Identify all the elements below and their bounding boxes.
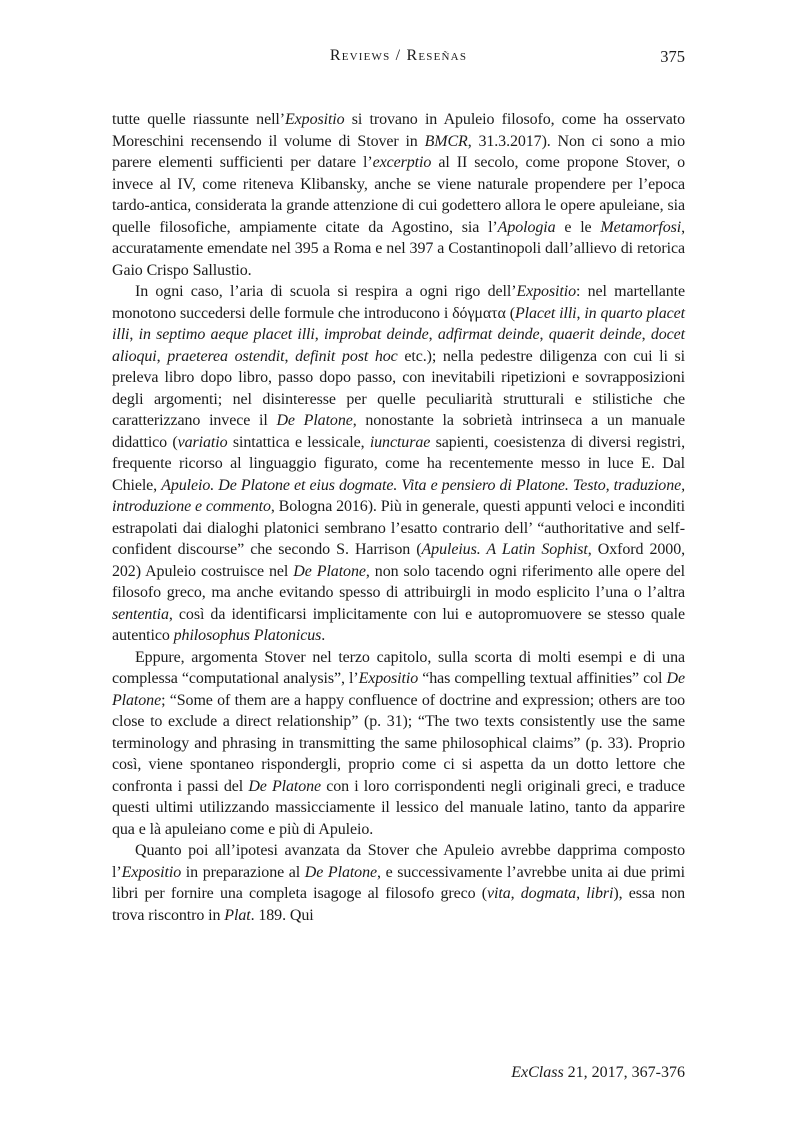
italic-text-segment: Expositio bbox=[285, 111, 345, 128]
text-segment: , bbox=[576, 304, 585, 322]
italic-text-segment: iuncturae bbox=[369, 433, 431, 451]
text-segment: , 31.3.2017). Non ci sono a mio parere elementi sufficienti per datare l’ bbox=[112, 132, 685, 171]
page-header bbox=[112, 47, 685, 69]
italic-text-segment: Expositio bbox=[358, 670, 419, 687]
page-number: 375 bbox=[660, 47, 685, 66]
text-segment: tutte quelle riassunte nell’ bbox=[112, 111, 285, 128]
page-footer bbox=[112, 1064, 685, 1082]
text-segment: , bbox=[284, 347, 296, 365]
italic-text-segment: De Platone bbox=[293, 562, 366, 580]
text-segment: sapienti, coesistenza di diversi registri, frequente ricorso al linguaggio figurato, come ha recentemente messo in luce E. Dal Chiele, bbox=[112, 433, 686, 494]
italic-text-segment: excerptio bbox=[372, 154, 432, 171]
text-segment: , bbox=[314, 326, 324, 343]
italic-text-segment: Apologia bbox=[497, 218, 556, 236]
italic-text-segment: docet alioqui bbox=[112, 326, 685, 365]
text-segment: , nonostante la sobrietà intrinseca a un manuale didattico ( bbox=[112, 412, 685, 451]
italic-text-segment: Apuleio. De Platone et eius dogmate. Vita e pensiero di Platone. Testo, traduzione, introduzione e commento bbox=[112, 476, 685, 515]
italic-text-segment: adfirmat deinde bbox=[437, 326, 540, 343]
text-segment: , Oxford 2000, 202) Apuleio costruisce nel bbox=[112, 541, 685, 580]
footer-citation: 21, 2017, 367-376 bbox=[563, 1064, 685, 1081]
italic-text-segment: definit post hoc bbox=[295, 347, 398, 365]
italic-text-segment: in quarto placet illi bbox=[112, 304, 685, 343]
text-segment: , e successivamente l’avrebbe unita ai due primi libri per fornire una completa isagoge al filosofo greco ( bbox=[112, 863, 685, 902]
text-segment: : nel martellante monotono succedersi delle formule che introducono i δόγματα ( bbox=[112, 283, 686, 322]
text-segment: . bbox=[321, 627, 326, 644]
paragraph-4 bbox=[112, 840, 685, 926]
italic-text-segment: De Platone bbox=[112, 670, 685, 709]
text-segment: in preparazione al bbox=[181, 863, 305, 881]
italic-text-segment: BMCR bbox=[424, 132, 468, 150]
text-segment: , bbox=[510, 885, 521, 902]
text-segment: , bbox=[539, 326, 549, 343]
journal-name: ExClass bbox=[511, 1064, 564, 1081]
text-segment: ), essa non trova riscontro in bbox=[112, 885, 685, 924]
text-segment: . 189. Qui bbox=[250, 906, 314, 924]
text-segment: con i loro corrispondenti negli originali greci, e traduce questi ultimi utilizzando massicciamente il lessico del manuale latino, tanto da apparire qua e là apuleiano come e più di Apuleio. bbox=[112, 777, 685, 838]
text-segment: etc.); nella pedestre diligenza con cui li si preleva libro dopo libro, passo dopo passo, con inevitabili ripetizioni e sovrapposizioni degli argomenti; nel disinteresse per quelle peculiarità strutturali e stilistiche che caratterizzano invece il bbox=[112, 347, 685, 429]
text-segment: si trovano in Apuleio filosofo, come ha osservato Moreschini recensendo il volume di Stover in bbox=[112, 111, 685, 150]
text-segment: , bbox=[156, 347, 168, 365]
italic-text-segment: De Platone bbox=[248, 777, 322, 795]
text-segment: , bbox=[576, 885, 587, 902]
italic-text-segment: Metamorfosi bbox=[600, 218, 682, 236]
italic-text-segment: philosophus Platonicus bbox=[173, 627, 322, 644]
italic-text-segment: De Platone bbox=[276, 412, 353, 429]
italic-text-segment: Expositio bbox=[516, 283, 576, 300]
italic-text-segment: vita bbox=[487, 885, 511, 902]
italic-text-segment: quaerit deinde bbox=[548, 326, 642, 343]
text-segment: ; “Some of them are a happy confluence of doctrine and expression; others are too close to exclude a direct relationship” (p. 31); “The two texts consistently use the same terminology and phrasing in transmitting the same philosophical claims” (p. 33). Proprio così, viene spontaneo rispondergli, proprio come ci si aspetta da un dotto lettore che confronta i passi del bbox=[112, 691, 685, 795]
paragraph-1 bbox=[112, 109, 685, 281]
text-segment: , bbox=[428, 326, 438, 343]
italic-text-segment: variatio bbox=[177, 433, 228, 451]
running-head: Reviews / Reseñas bbox=[329, 47, 468, 64]
text-segment: , bbox=[129, 326, 139, 343]
text-segment: , non solo tacendo ogni riferimento alle opere del filosofo greco, ma anche evitando spesso di attribuirgli in modo esplicito l’una o l’altra bbox=[112, 562, 685, 601]
review-body-text bbox=[112, 109, 685, 926]
italic-text-segment: sententia bbox=[112, 605, 169, 623]
text-segment: Eppure, argomenta Stover nel terzo capitolo, sulla scorta di molti esempi e di una complessa “computational analysis”, l’ bbox=[112, 648, 685, 687]
italic-text-segment: Apuleius. A Latin Sophist bbox=[421, 541, 588, 558]
italic-text-segment: Expositio bbox=[121, 863, 182, 881]
italic-text-segment: praeterea ostendit bbox=[167, 347, 285, 365]
italic-text-segment: Plat bbox=[224, 906, 251, 924]
text-segment: , accuratamente emendate nel 395 a Roma e nel 397 a Costantinopoli dall’allievo di retorica Gaio Crispo Sallustio. bbox=[112, 218, 685, 279]
text-segment: , bbox=[641, 326, 651, 343]
text-segment: al II secolo, come propone Stover, o invece al IV, come riteneva Klibansky, anche se viene naturale propendere per l’epoca tardo-antica, considerata la grande attenzione di cui godettero allora le opere apuleiane, sia quelle filosofiche, ampiamente citate da Agostino, sia l’ bbox=[112, 154, 686, 236]
text-segment: , Bologna 2016). Più in generale, questi appunti veloci e inconditi estrapolati dai dialoghi platonici sembrano l’esatto contrario dell’ “authoritative and self-confident discourse” che secondo S. Harrison ( bbox=[112, 498, 686, 558]
italic-text-segment: improbat deinde bbox=[323, 326, 429, 343]
text-segment: “has compelling textual affinities” col bbox=[418, 670, 667, 687]
text-segment: e le bbox=[555, 218, 601, 236]
paragraph-2 bbox=[112, 281, 685, 647]
italic-text-segment: Placet illi bbox=[514, 304, 577, 322]
text-segment: In ogni caso, l’aria di scuola si respira a ogni rigo dell’ bbox=[135, 283, 517, 300]
text-segment: sintattica e lessicale, bbox=[227, 433, 370, 451]
italic-text-segment: dogmata bbox=[520, 885, 577, 902]
italic-text-segment: libri bbox=[586, 885, 614, 902]
italic-text-segment: De Platone bbox=[304, 863, 377, 881]
paragraph-3 bbox=[112, 647, 685, 841]
text-segment: Quanto poi all’ipotesi avanzata da Stover che Apuleio avrebbe dapprima composto l’ bbox=[112, 842, 685, 881]
text-segment: , così da identificarsi implicitamente con lui e autopromuovere se stesso quale autentico bbox=[112, 605, 685, 644]
italic-text-segment: in septimo aeque placet illi bbox=[138, 326, 315, 343]
